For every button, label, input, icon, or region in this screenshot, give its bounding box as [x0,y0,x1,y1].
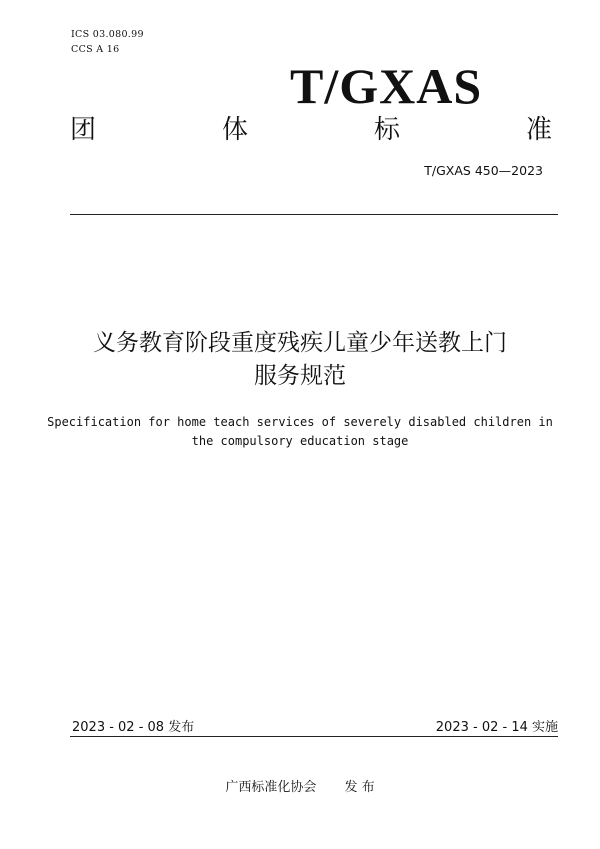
footer-divider [70,736,558,737]
english-title-line: the compulsory education stage [191,434,409,448]
standard-type-char: 团 [70,115,97,145]
publish-date: 2023 - 02 - 08 发布 [72,720,195,735]
standard-type-char: 体 [221,115,248,145]
ccs-code: CCS A 16 [71,44,120,55]
standard-type-char: 标 [373,115,400,145]
standard-type [70,112,552,148]
publisher-line [0,776,600,795]
standard-logo: T/GXAS [290,58,483,114]
publish-label: 发 布 [344,780,375,795]
chinese-title-line: 义务教育阶段重度残疾儿童少年送教上门 [93,330,507,356]
chinese-title-line: 服务规范 [254,363,346,389]
implement-date: 2023 - 02 - 14 实施 [435,720,558,735]
english-title-line: Specification for home teach services of severely disabled children in [47,415,553,429]
ics-code: ICS 03.080.99 [71,29,144,40]
chinese-title [40,327,560,393]
header-divider [70,214,558,215]
standard-number: T/GXAS 450—2023 [424,163,543,178]
publisher-name: 广西标准化协会 [225,780,317,795]
english-title [40,413,560,451]
standard-type-char: 准 [525,115,552,145]
